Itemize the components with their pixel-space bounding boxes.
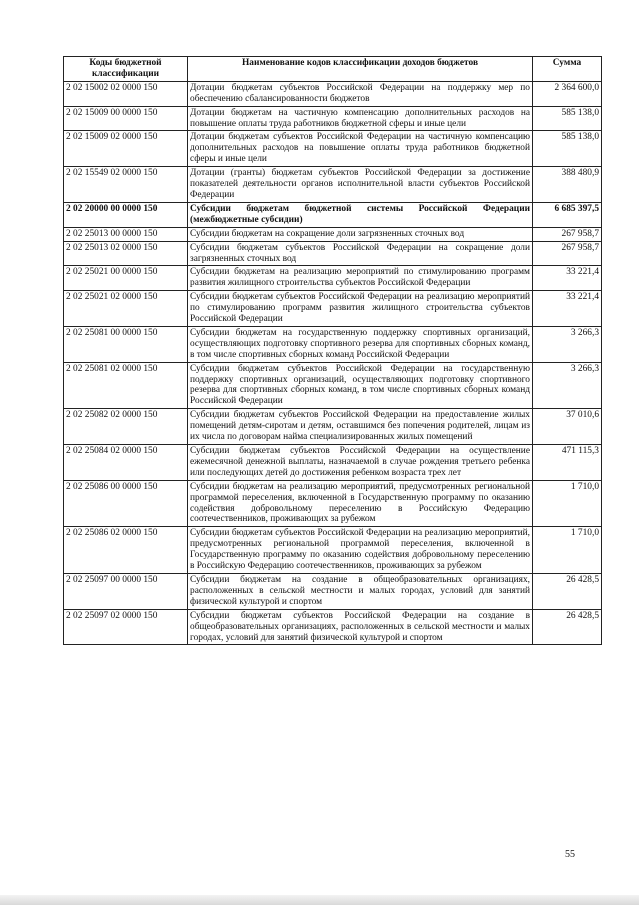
table-header-row [64, 57, 602, 82]
table-row [64, 409, 602, 445]
cell-name: Субсидии бюджетам бюджетной системы Российской Федерации (межбюджетные субсидии) [188, 202, 533, 227]
table-row [64, 106, 602, 131]
table-row [64, 81, 602, 106]
cell-name: Субсидии бюджетам субъектов Российской Федерации на сокращение доли загрязненных сточных вод [188, 241, 533, 266]
cell-sum: 585 138,0 [533, 131, 602, 167]
cell-code: 2 02 15009 00 0000 150 [64, 106, 188, 131]
cell-sum: 388 480,9 [533, 167, 602, 203]
cell-sum: 1 710,0 [533, 527, 602, 574]
cell-code: 2 02 25021 00 0000 150 [64, 266, 188, 291]
header-codes: Коды бюджетной классификации [64, 57, 188, 82]
header-names: Наименование кодов классификации доходов бюджетов [188, 57, 533, 82]
cell-name: Субсидии бюджетам субъектов Российской Федерации на реализацию мероприятий, предусмотренных региональной программой переселения, включенной в Государственную программу по оказанию содействия добровольному переселению в Российскую Федерацию соотечественников, проживающих за рубежом [188, 527, 533, 574]
table-row [64, 202, 602, 227]
table-row [64, 266, 602, 291]
cell-name: Субсидии бюджетам субъектов Российской Федерации на государственную поддержку спортивных организаций, осуществляющих подготовку спортивного резерва для спортивных сборных команд, в том числе спортивных сборных команд Российской Федерации [188, 362, 533, 409]
table-row [64, 291, 602, 327]
cell-code: 2 02 25013 00 0000 150 [64, 227, 188, 241]
cell-sum: 267 958,7 [533, 227, 602, 241]
table-row [64, 362, 602, 409]
cell-code: 2 02 25081 02 0000 150 [64, 362, 188, 409]
header-sum: Сумма [533, 57, 602, 82]
cell-name: Субсидии бюджетам на реализацию мероприятий по стимулированию программ развития жилищного строительства субъектов Российской Федерации [188, 266, 533, 291]
cell-code: 2 02 15009 02 0000 150 [64, 131, 188, 167]
cell-code: 2 02 25082 02 0000 150 [64, 409, 188, 445]
cell-sum: 33 221,4 [533, 266, 602, 291]
cell-sum: 3 266,3 [533, 326, 602, 362]
cell-sum: 471 115,3 [533, 445, 602, 481]
cell-sum: 2 364 600,0 [533, 81, 602, 106]
cell-sum: 37 010,6 [533, 409, 602, 445]
cell-name: Дотации (гранты) бюджетам субъектов Российской Федерации за достижение показателей деятельности органов исполнительной власти субъектов Российской Федерации [188, 167, 533, 203]
scan-bottom-edge [0, 895, 639, 905]
table-row [64, 527, 602, 574]
cell-name: Дотации бюджетам на частичную компенсацию дополнительных расходов на повышение оплаты труда работников бюджетной сферы и иные цели [188, 106, 533, 131]
table-row [64, 241, 602, 266]
cell-code: 2 02 15549 02 0000 150 [64, 167, 188, 203]
table-row [64, 167, 602, 203]
table-row [64, 445, 602, 481]
cell-name: Субсидии бюджетам субъектов Российской Федерации на предоставление жилых помещений детям-сиротам и детям, оставшимся без попечения родителей, лицам из их числа по договорам найма специализированных жилых помещений [188, 409, 533, 445]
cell-name: Дотации бюджетам субъектов Российской Федерации на частичную компенсацию дополнительных расходов на повышение оплаты труда работников бюджетной сферы и иные цели [188, 131, 533, 167]
table-row [64, 609, 602, 645]
cell-sum: 267 958,7 [533, 241, 602, 266]
cell-name: Субсидии бюджетам субъектов Российской Федерации на создание в общеобразовательных организациях, расположенных в сельской местности и малых городах, условий для занятий физической культурой и спортом [188, 609, 533, 645]
cell-name: Субсидии бюджетам на реализацию мероприятий, предусмотренных региональной программой переселения, включенной в Государственную программу по оказанию содействия добровольному переселению в Российскую Федерацию соотечественников, проживающих за рубежом [188, 480, 533, 527]
cell-name: Дотации бюджетам субъектов Российской Федерации на поддержку мер по обеспечению сбалансированности бюджетов [188, 81, 533, 106]
cell-name: Субсидии бюджетам на сокращение доли загрязненных сточных вод [188, 227, 533, 241]
cell-code: 2 02 25097 00 0000 150 [64, 573, 188, 609]
table-row [64, 326, 602, 362]
cell-name: Субсидии бюджетам на государственную поддержку спортивных организаций, осуществляющих подготовку спортивного резерва для спортивных сборных команд, в том числе спортивных сборных команд Российской Федерации [188, 326, 533, 362]
cell-sum: 3 266,3 [533, 362, 602, 409]
page-number: 55 [565, 849, 575, 860]
cell-name: Субсидии бюджетам на создание в общеобразовательных организациях, расположенных в сельской местности и малых городах, условий для занятий физической культурой и спортом [188, 573, 533, 609]
cell-code: 2 02 25086 00 0000 150 [64, 480, 188, 527]
table-row [64, 227, 602, 241]
cell-sum: 26 428,5 [533, 609, 602, 645]
table-body [64, 81, 602, 645]
cell-sum: 6 685 397,5 [533, 202, 602, 227]
cell-code: 2 02 25097 02 0000 150 [64, 609, 188, 645]
cell-name: Субсидии бюджетам субъектов Российской Федерации на осуществление ежемесячной денежной выплаты, назначаемой в случае рождения третьего ребенка или последующих детей до достижения ребенком возраста трех лет [188, 445, 533, 481]
cell-sum: 26 428,5 [533, 573, 602, 609]
table-row [64, 573, 602, 609]
cell-code: 2 02 25084 02 0000 150 [64, 445, 188, 481]
budget-revenue-table [63, 56, 602, 645]
cell-code: 2 02 25013 02 0000 150 [64, 241, 188, 266]
cell-sum: 585 138,0 [533, 106, 602, 131]
cell-code: 2 02 25086 02 0000 150 [64, 527, 188, 574]
cell-name: Субсидии бюджетам субъектов Российской Федерации на реализацию мероприятий по стимулированию программ развития жилищного строительства субъектов Российской Федерации [188, 291, 533, 327]
cell-code: 2 02 15002 02 0000 150 [64, 81, 188, 106]
cell-code: 2 02 20000 00 0000 150 [64, 202, 188, 227]
cell-sum: 1 710,0 [533, 480, 602, 527]
table-row [64, 131, 602, 167]
cell-sum: 33 221,4 [533, 291, 602, 327]
cell-code: 2 02 25081 00 0000 150 [64, 326, 188, 362]
cell-code: 2 02 25021 02 0000 150 [64, 291, 188, 327]
table-row [64, 480, 602, 527]
